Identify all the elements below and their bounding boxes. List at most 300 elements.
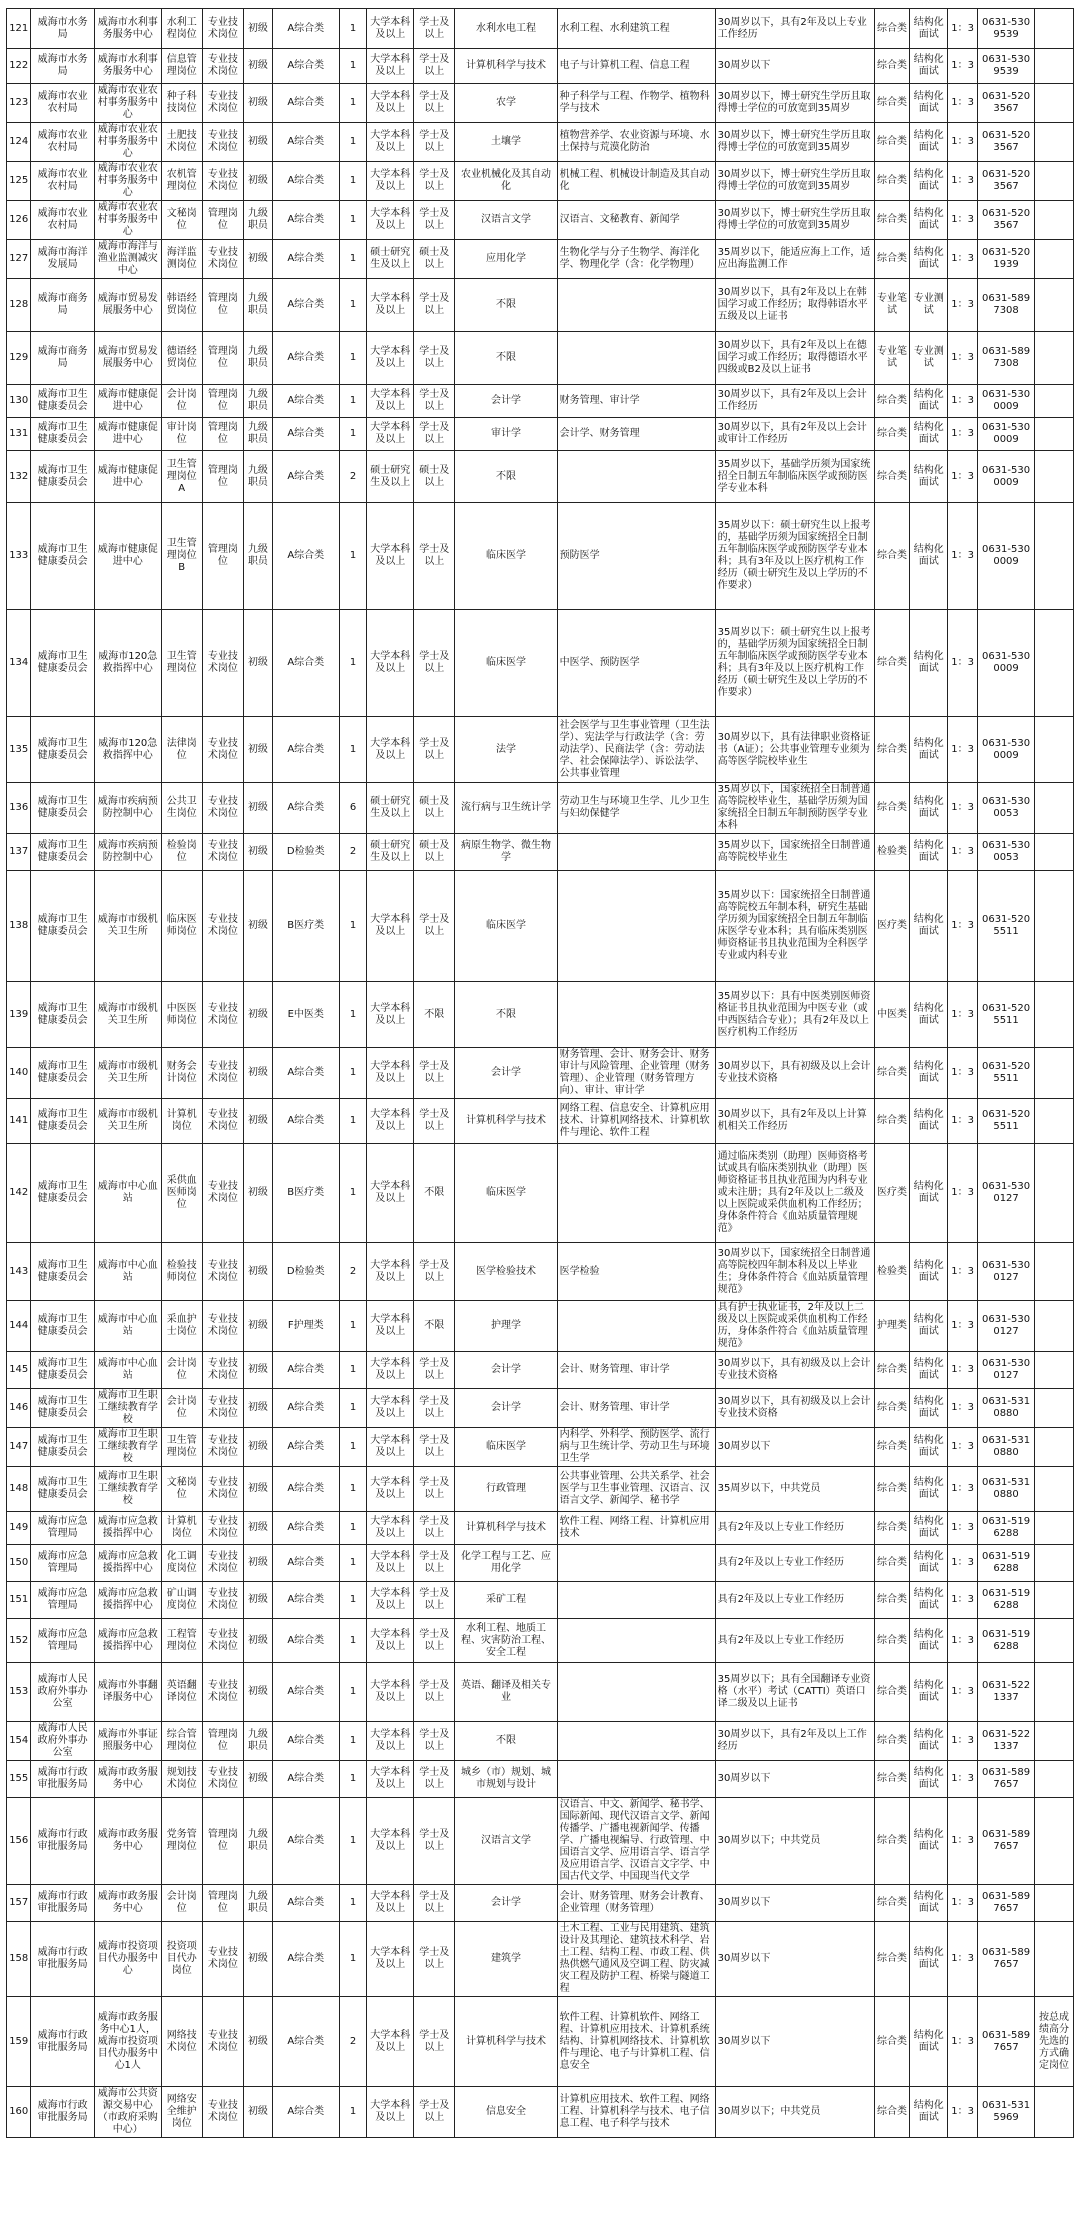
table-row <box>7 1582 1074 1619</box>
position-name-cell: 种子科技岗位 <box>161 84 202 123</box>
note-cell <box>1034 279 1073 332</box>
interview-cell: 结构化面试 <box>910 503 948 610</box>
position-name-cell: 会计岗位 <box>161 385 202 418</box>
requirements-cell: 30周岁以下，博士研究生学历且取得博士学位的可放宽到35周岁 <box>715 201 874 240</box>
requirements-cell: 30周岁以下，具有2年及以上在德国学习或工作经历；取得德语水平四级或B2及以上证书 <box>715 332 874 385</box>
requirements-cell: 30周岁以下 <box>715 1922 874 1997</box>
unit-cell: 威海市水利事务服务中心 <box>94 49 161 84</box>
position-type-cell: 专业技术岗位 <box>202 717 243 783</box>
major-undergrad-cell: 中医学、预防医学 <box>557 610 715 717</box>
written-exam-cell: 综合类 <box>874 1467 910 1512</box>
note-cell <box>1034 201 1073 240</box>
position-level-cell: 初级 <box>243 84 272 123</box>
position-name-cell: 规划技术岗位 <box>161 1761 202 1798</box>
department-cell: 威海市卫生健康委员会 <box>31 834 94 871</box>
position-level-cell: 初级 <box>243 1619 272 1663</box>
ratio-cell: 1：3 <box>948 332 978 385</box>
ratio-cell: 1：3 <box>948 1582 978 1619</box>
requirements-cell: 30周岁以下，具有2年及以上专业工作经历 <box>715 9 874 49</box>
phone-cell: 0631-5300009 <box>978 385 1035 418</box>
unit-cell: 威海市中心血站 <box>94 1301 161 1352</box>
education-cell: 大学本科及以上 <box>367 2087 414 2138</box>
interview-cell: 结构化面试 <box>910 1144 948 1243</box>
unit-cell: 威海市中心血站 <box>94 1243 161 1301</box>
quota-cell: 1 <box>339 1922 367 1997</box>
note-cell <box>1034 385 1073 418</box>
requirements-cell: 35周岁以下，国家统招全日制普通高等院校毕业生，基础学历须为国家统招全日制五年制预防医学专业本科 <box>715 783 874 834</box>
position-name-cell: 网络技术岗位 <box>161 1997 202 2087</box>
department-cell: 威海市卫生健康委员会 <box>31 1099 94 1144</box>
position-name-cell: 会计岗位 <box>161 1885 202 1922</box>
position-type-cell: 专业技术岗位 <box>202 610 243 717</box>
position-name-cell: 工程管理岗位 <box>161 1619 202 1663</box>
department-cell: 威海市行政审批服务局 <box>31 1997 94 2087</box>
education-cell: 大学本科及以上 <box>367 1301 414 1352</box>
quota-cell: 2 <box>339 1997 367 2087</box>
written-exam-cell: 检验类 <box>874 1243 910 1301</box>
department-cell: 威海市卫生健康委员会 <box>31 1467 94 1512</box>
ratio-cell: 1：3 <box>948 610 978 717</box>
major-undergrad-cell: 软件工程、计算机软件、网络工程、计算机应用技术、计算机系统结构、计算机网络技术、计算机软件与理论、电子与计算机工程、信息安全 <box>557 1997 715 2087</box>
quota-cell: 1 <box>339 385 367 418</box>
department-cell: 威海市商务局 <box>31 332 94 385</box>
position-type-cell: 专业技术岗位 <box>202 871 243 982</box>
table-row <box>7 1619 1074 1663</box>
ratio-cell: 1：3 <box>948 1144 978 1243</box>
quota-cell: 2 <box>339 1243 367 1301</box>
written-exam-cell: 综合类 <box>874 9 910 49</box>
requirements-cell: 35周岁以下，基础学历须为国家统招全日制五年制临床医学或预防医学专业本科 <box>715 451 874 503</box>
degree-cell: 学士及以上 <box>414 1099 455 1144</box>
ratio-cell: 1：3 <box>948 162 978 201</box>
unit-cell: 威海市应急救援指挥中心 <box>94 1582 161 1619</box>
interview-cell: 结构化面试 <box>910 240 948 279</box>
major-graduate-cell: 临床医学 <box>455 610 557 717</box>
category-cell: A综合类 <box>272 385 339 418</box>
position-level-cell: 初级 <box>243 1301 272 1352</box>
ratio-cell: 1：3 <box>948 1048 978 1099</box>
interview-cell: 结构化面试 <box>910 1997 948 2087</box>
ratio-cell: 1：3 <box>948 1663 978 1722</box>
interview-cell: 结构化面试 <box>910 1885 948 1922</box>
education-cell: 大学本科及以上 <box>367 385 414 418</box>
position-level-cell: 初级 <box>243 2087 272 2138</box>
degree-cell: 学士及以上 <box>414 1243 455 1301</box>
department-cell: 威海市卫生健康委员会 <box>31 385 94 418</box>
major-graduate-cell: 不限 <box>455 1722 557 1761</box>
department-cell: 威海市农业农村局 <box>31 123 94 162</box>
category-cell: A综合类 <box>272 418 339 451</box>
major-graduate-cell: 不限 <box>455 332 557 385</box>
unit-cell: 威海市卫生职工继续教育学校 <box>94 1467 161 1512</box>
note-cell <box>1034 1922 1073 1997</box>
degree-cell: 硕士及以上 <box>414 834 455 871</box>
ratio-cell: 1：3 <box>948 834 978 871</box>
major-undergrad-cell <box>557 279 715 332</box>
phone-cell: 0631-5300009 <box>978 418 1035 451</box>
ratio-cell: 1：3 <box>948 9 978 49</box>
ratio-cell: 1：3 <box>948 279 978 332</box>
unit-cell: 威海市政务服务中心 <box>94 1798 161 1885</box>
major-undergrad-cell: 种子科学与工程、作物学、植物科学与技术 <box>557 84 715 123</box>
education-cell: 大学本科及以上 <box>367 1512 414 1545</box>
category-cell: A综合类 <box>272 2087 339 2138</box>
quota-cell: 1 <box>339 1722 367 1761</box>
note-cell <box>1034 451 1073 503</box>
quota-cell: 6 <box>339 783 367 834</box>
department-cell: 威海市商务局 <box>31 279 94 332</box>
phone-cell: 0631-5300009 <box>978 610 1035 717</box>
note-cell: 按总成绩高分先选的方式确定岗位 <box>1034 1997 1073 2087</box>
phone-cell: 0631-5196288 <box>978 1545 1035 1582</box>
note-cell <box>1034 717 1073 783</box>
phone-cell: 0631-5196288 <box>978 1512 1035 1545</box>
position-level-cell: 初级 <box>243 1243 272 1301</box>
major-undergrad-cell <box>557 982 715 1048</box>
row-number: 121 <box>7 9 31 49</box>
major-undergrad-cell: 计算机应用技术、软件工程、网络工程、计算机科学与技术、电子信息工程、电子科学与技术 <box>557 2087 715 2138</box>
written-exam-cell: 综合类 <box>874 610 910 717</box>
table-row <box>7 49 1074 84</box>
interview-cell: 结构化面试 <box>910 1722 948 1761</box>
interview-cell: 结构化面试 <box>910 834 948 871</box>
row-number: 160 <box>7 2087 31 2138</box>
table-row <box>7 2087 1074 2138</box>
major-graduate-cell: 农业机械化及其自动化 <box>455 162 557 201</box>
education-cell: 硕士研究生及以上 <box>367 240 414 279</box>
position-name-cell: 党务管理岗位 <box>161 1798 202 1885</box>
department-cell: 威海市卫生健康委员会 <box>31 717 94 783</box>
row-number: 125 <box>7 162 31 201</box>
degree-cell: 学士及以上 <box>414 1467 455 1512</box>
degree-cell: 学士及以上 <box>414 49 455 84</box>
education-cell: 大学本科及以上 <box>367 1467 414 1512</box>
position-type-cell: 专业技术岗位 <box>202 1663 243 1722</box>
table-row <box>7 1099 1074 1144</box>
position-type-cell: 管理岗位 <box>202 451 243 503</box>
major-undergrad-cell <box>557 1619 715 1663</box>
position-level-cell: 九级职员 <box>243 418 272 451</box>
written-exam-cell: 综合类 <box>874 451 910 503</box>
phone-cell: 0631-5310880 <box>978 1389 1035 1428</box>
position-name-cell: 计算机岗位 <box>161 1512 202 1545</box>
category-cell: A综合类 <box>272 1389 339 1428</box>
major-graduate-cell: 应用化学 <box>455 240 557 279</box>
position-type-cell: 管理岗位 <box>202 1885 243 1922</box>
unit-cell: 威海市应急救援指挥中心 <box>94 1512 161 1545</box>
requirements-cell: 35周岁以下，能适应海上工作，适应出海监测工作 <box>715 240 874 279</box>
position-name-cell: 水利工程岗位 <box>161 9 202 49</box>
written-exam-cell: 综合类 <box>874 1997 910 2087</box>
education-cell: 大学本科及以上 <box>367 1885 414 1922</box>
table-row <box>7 717 1074 783</box>
position-name-cell: 会计岗位 <box>161 1352 202 1389</box>
written-exam-cell: 综合类 <box>874 240 910 279</box>
position-level-cell: 初级 <box>243 9 272 49</box>
written-exam-cell: 综合类 <box>874 2087 910 2138</box>
quota-cell: 1 <box>339 717 367 783</box>
position-type-cell: 管理岗位 <box>202 385 243 418</box>
degree-cell: 不限 <box>414 982 455 1048</box>
quota-cell: 1 <box>339 982 367 1048</box>
category-cell: A综合类 <box>272 279 339 332</box>
degree-cell: 学士及以上 <box>414 1761 455 1798</box>
table-row <box>7 1512 1074 1545</box>
education-cell: 大学本科及以上 <box>367 279 414 332</box>
major-undergrad-cell: 公共事业管理、公共关系学、社会医学与卫生事业管理、汉语言、汉语言文学、新闻学、秘书学 <box>557 1467 715 1512</box>
phone-cell: 0631-5201939 <box>978 240 1035 279</box>
category-cell: A综合类 <box>272 84 339 123</box>
major-graduate-cell: 会计学 <box>455 1885 557 1922</box>
position-type-cell: 管理岗位 <box>202 418 243 451</box>
position-type-cell: 专业技术岗位 <box>202 123 243 162</box>
interview-cell: 结构化面试 <box>910 1663 948 1722</box>
education-cell: 大学本科及以上 <box>367 1243 414 1301</box>
phone-cell: 0631-5897308 <box>978 279 1035 332</box>
category-cell: A综合类 <box>272 451 339 503</box>
unit-cell: 威海市贸易发展服务中心 <box>94 332 161 385</box>
table-row <box>7 1545 1074 1582</box>
category-cell: A综合类 <box>272 1798 339 1885</box>
phone-cell: 0631-5897657 <box>978 1798 1035 1885</box>
category-cell: A综合类 <box>272 1761 339 1798</box>
major-graduate-cell: 水利水电工程 <box>455 9 557 49</box>
major-undergrad-cell <box>557 332 715 385</box>
education-cell: 大学本科及以上 <box>367 1619 414 1663</box>
interview-cell: 结构化面试 <box>910 162 948 201</box>
interview-cell: 结构化面试 <box>910 385 948 418</box>
table-row <box>7 1761 1074 1798</box>
row-number: 132 <box>7 451 31 503</box>
major-undergrad-cell <box>557 1582 715 1619</box>
note-cell <box>1034 1885 1073 1922</box>
phone-cell: 0631-5300127 <box>978 1352 1035 1389</box>
major-undergrad-cell <box>557 1761 715 1798</box>
requirements-cell: 30周岁以下，博士研究生学历且取得博士学位的可放宽到35周岁 <box>715 162 874 201</box>
written-exam-cell: 综合类 <box>874 1352 910 1389</box>
position-level-cell: 九级职员 <box>243 279 272 332</box>
major-graduate-cell: 临床医学 <box>455 1428 557 1467</box>
row-number: 144 <box>7 1301 31 1352</box>
education-cell: 硕士研究生及以上 <box>367 451 414 503</box>
category-cell: A综合类 <box>272 9 339 49</box>
degree-cell: 学士及以上 <box>414 9 455 49</box>
quota-cell: 1 <box>339 279 367 332</box>
position-name-cell: 审计岗位 <box>161 418 202 451</box>
requirements-cell: 30周岁以下 <box>715 1761 874 1798</box>
department-cell: 威海市卫生健康委员会 <box>31 451 94 503</box>
position-type-cell: 专业技术岗位 <box>202 1352 243 1389</box>
department-cell: 威海市应急管理局 <box>31 1582 94 1619</box>
category-cell: A综合类 <box>272 1619 339 1663</box>
table-row <box>7 84 1074 123</box>
education-cell: 大学本科及以上 <box>367 332 414 385</box>
department-cell: 威海市行政审批服务局 <box>31 1798 94 1885</box>
position-name-cell: 化工调度岗位 <box>161 1545 202 1582</box>
degree-cell: 学士及以上 <box>414 503 455 610</box>
category-cell: B医疗类 <box>272 1144 339 1243</box>
position-name-cell: 土肥技术岗位 <box>161 123 202 162</box>
position-level-cell: 初级 <box>243 783 272 834</box>
interview-cell: 结构化面试 <box>910 1761 948 1798</box>
phone-cell: 0631-5300127 <box>978 1243 1035 1301</box>
row-number: 122 <box>7 49 31 84</box>
row-number: 154 <box>7 1722 31 1761</box>
table-row <box>7 1389 1074 1428</box>
unit-cell: 威海市健康促进中心 <box>94 385 161 418</box>
table-row <box>7 1243 1074 1301</box>
department-cell: 威海市水务局 <box>31 49 94 84</box>
interview-cell: 结构化面试 <box>910 451 948 503</box>
row-number: 156 <box>7 1798 31 1885</box>
written-exam-cell: 综合类 <box>874 162 910 201</box>
position-type-cell: 专业技术岗位 <box>202 1545 243 1582</box>
major-graduate-cell: 医学检验技术 <box>455 1243 557 1301</box>
interview-cell: 结构化面试 <box>910 1619 948 1663</box>
education-cell: 大学本科及以上 <box>367 1922 414 1997</box>
category-cell: A综合类 <box>272 1922 339 1997</box>
unit-cell: 威海市应急救援指挥中心 <box>94 1545 161 1582</box>
recruitment-table <box>6 8 1074 2138</box>
position-level-cell: 初级 <box>243 240 272 279</box>
phone-cell: 0631-5897657 <box>978 1761 1035 1798</box>
major-graduate-cell: 会计学 <box>455 1352 557 1389</box>
requirements-cell: 35周岁以下：硕士研究生以上报考的，基础学历须为国家统招全日制五年制临床医学或预防医学专业本科；具有3年及以上医疗机构工作经历（硕士研究生及以上学历的不作要求） <box>715 503 874 610</box>
phone-cell: 0631-5309539 <box>978 9 1035 49</box>
phone-cell: 0631-5315969 <box>978 2087 1035 2138</box>
position-level-cell: 九级职员 <box>243 1798 272 1885</box>
department-cell: 威海市农业农村局 <box>31 84 94 123</box>
row-number: 142 <box>7 1144 31 1243</box>
note-cell <box>1034 1048 1073 1099</box>
row-number: 128 <box>7 279 31 332</box>
major-graduate-cell: 会计学 <box>455 1389 557 1428</box>
phone-cell: 0631-5196288 <box>978 1619 1035 1663</box>
row-number: 140 <box>7 1048 31 1099</box>
category-cell: B医疗类 <box>272 871 339 982</box>
phone-cell: 0631-5300009 <box>978 451 1035 503</box>
major-graduate-cell: 计算机科学与技术 <box>455 49 557 84</box>
degree-cell: 学士及以上 <box>414 385 455 418</box>
written-exam-cell: 综合类 <box>874 84 910 123</box>
quota-cell: 1 <box>339 1467 367 1512</box>
note-cell <box>1034 1798 1073 1885</box>
category-cell: A综合类 <box>272 1512 339 1545</box>
education-cell: 大学本科及以上 <box>367 1048 414 1099</box>
requirements-cell: 具有2年及以上专业工作经历 <box>715 1619 874 1663</box>
department-cell: 威海市应急管理局 <box>31 1619 94 1663</box>
major-undergrad-cell: 会计、财务管理、财务会计教育、企业管理（财务管理） <box>557 1885 715 1922</box>
requirements-cell: 30周岁以下，具有初级及以上会计专业技术资格 <box>715 1352 874 1389</box>
position-name-cell: 卫生管理岗位A <box>161 451 202 503</box>
education-cell: 大学本科及以上 <box>367 1798 414 1885</box>
position-type-cell: 管理岗位 <box>202 332 243 385</box>
major-graduate-cell: 信息安全 <box>455 2087 557 2138</box>
degree-cell: 学士及以上 <box>414 123 455 162</box>
degree-cell: 学士及以上 <box>414 1048 455 1099</box>
education-cell: 大学本科及以上 <box>367 418 414 451</box>
ratio-cell: 1：3 <box>948 201 978 240</box>
position-type-cell: 专业技术岗位 <box>202 834 243 871</box>
major-graduate-cell: 水利工程、地质工程、灾害防治工程、安全工程 <box>455 1619 557 1663</box>
row-number: 147 <box>7 1428 31 1467</box>
note-cell <box>1034 49 1073 84</box>
note-cell <box>1034 783 1073 834</box>
category-cell: A综合类 <box>272 717 339 783</box>
category-cell: A综合类 <box>272 1545 339 1582</box>
row-number: 152 <box>7 1619 31 1663</box>
requirements-cell: 30周岁以下 <box>715 1885 874 1922</box>
department-cell: 威海市卫生健康委员会 <box>31 1144 94 1243</box>
position-type-cell: 专业技术岗位 <box>202 162 243 201</box>
position-type-cell: 专业技术岗位 <box>202 1144 243 1243</box>
quota-cell: 1 <box>339 84 367 123</box>
degree-cell: 学士及以上 <box>414 1582 455 1619</box>
requirements-cell: 30周岁以下，具有2年及以上计算机相关工作经历 <box>715 1099 874 1144</box>
unit-cell: 威海市疾病预防控制中心 <box>94 834 161 871</box>
quota-cell: 1 <box>339 1619 367 1663</box>
ratio-cell: 1：3 <box>948 1301 978 1352</box>
degree-cell: 学士及以上 <box>414 1922 455 1997</box>
requirements-cell: 35周岁以下：具有中医类别医师资格证书且执业范围为中医专业（或中西医结合专业）；具有2年及以上医疗机构工作经历 <box>715 982 874 1048</box>
major-graduate-cell: 护理学 <box>455 1301 557 1352</box>
position-type-cell: 专业技术岗位 <box>202 1048 243 1099</box>
position-name-cell: 农机管理岗位 <box>161 162 202 201</box>
major-graduate-cell: 行政管理 <box>455 1467 557 1512</box>
position-name-cell: 中医医师岗位 <box>161 982 202 1048</box>
requirements-cell: 30周岁以下，博士研究生学历且取得博士学位的可放宽到35周岁 <box>715 123 874 162</box>
phone-cell: 0631-5300053 <box>978 834 1035 871</box>
requirements-cell: 30周岁以下，国家统招全日制普通高等院校四年制本科及以上毕业生；身体条件符合《血站质量管理规范》 <box>715 1243 874 1301</box>
row-number: 159 <box>7 1997 31 2087</box>
unit-cell: 威海市政务服务中心 <box>94 1885 161 1922</box>
table-row <box>7 1798 1074 1885</box>
department-cell: 威海市人民政府外事办公室 <box>31 1722 94 1761</box>
unit-cell: 威海市中心血站 <box>94 1144 161 1243</box>
position-level-cell: 九级职员 <box>243 503 272 610</box>
position-type-cell: 专业技术岗位 <box>202 783 243 834</box>
note-cell <box>1034 1099 1073 1144</box>
department-cell: 威海市卫生健康委员会 <box>31 1301 94 1352</box>
major-graduate-cell: 农学 <box>455 84 557 123</box>
major-undergrad-cell: 会计学、财务管理 <box>557 418 715 451</box>
major-undergrad-cell <box>557 834 715 871</box>
unit-cell: 威海市健康促进中心 <box>94 418 161 451</box>
degree-cell: 不限 <box>414 1301 455 1352</box>
row-number: 136 <box>7 783 31 834</box>
degree-cell: 学士及以上 <box>414 1512 455 1545</box>
table-row <box>7 1722 1074 1761</box>
major-graduate-cell: 法学 <box>455 717 557 783</box>
written-exam-cell: 综合类 <box>874 717 910 783</box>
row-number: 150 <box>7 1545 31 1582</box>
table-row <box>7 1352 1074 1389</box>
position-level-cell: 初级 <box>243 1099 272 1144</box>
interview-cell: 结构化面试 <box>910 1428 948 1467</box>
degree-cell: 学士及以上 <box>414 1997 455 2087</box>
position-name-cell: 矿山调度岗位 <box>161 1582 202 1619</box>
written-exam-cell: 中医类 <box>874 982 910 1048</box>
degree-cell: 学士及以上 <box>414 418 455 451</box>
phone-cell: 0631-5300127 <box>978 1144 1035 1243</box>
category-cell: A综合类 <box>272 49 339 84</box>
written-exam-cell: 综合类 <box>874 49 910 84</box>
category-cell: F护理类 <box>272 1301 339 1352</box>
phone-cell: 0631-5300009 <box>978 717 1035 783</box>
position-level-cell: 初级 <box>243 834 272 871</box>
position-level-cell: 初级 <box>243 610 272 717</box>
interview-cell: 结构化面试 <box>910 717 948 783</box>
